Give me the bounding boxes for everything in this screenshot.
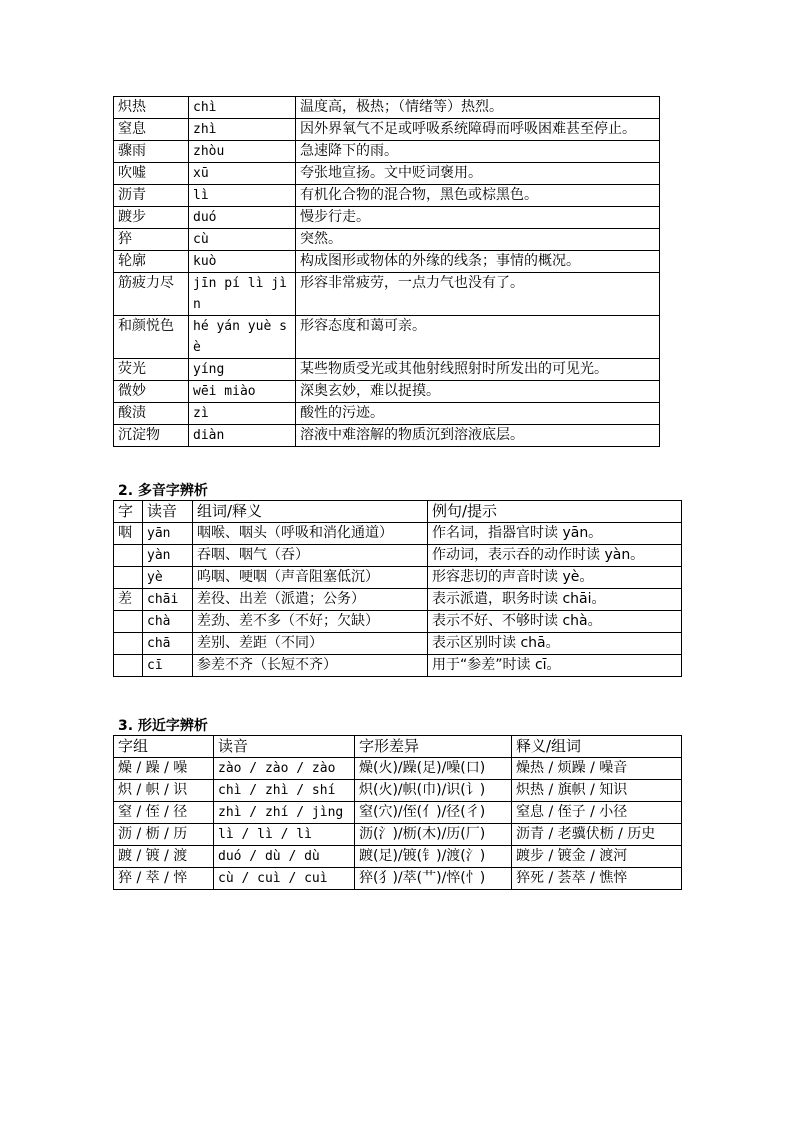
vocab-row-word-cell: 沥青 — [114, 185, 189, 207]
similar-row-words-cell: 猝死 / 荟萃 / 憔悴 — [512, 868, 682, 890]
polyphone-row-char-cell — [114, 545, 143, 567]
vocab-row — [114, 359, 660, 381]
similar-row-words-cell: 炽热 / 旗帜 / 知识 — [512, 780, 682, 802]
polyphone-row-words-cell: 差别、差距（不同） — [193, 633, 428, 655]
polyphone-row-reading-cell: chā — [143, 633, 193, 655]
polyphone-row — [114, 523, 682, 545]
vocab-row-pinyin-cell: kuò — [189, 251, 296, 273]
polyphone-row-reading-cell: yàn — [143, 545, 193, 567]
similar-row-words-cell: 燥热 / 烦躁 / 噪音 — [512, 758, 682, 780]
polyphone-row-char-cell — [114, 567, 143, 589]
vocab-row-meaning-cell: 急速降下的雨。 — [296, 141, 660, 163]
similar-row — [114, 846, 682, 868]
vocab-row-word-cell: 沉淀物 — [114, 425, 189, 447]
vocab-row-word-cell: 和颜悦色 — [114, 316, 189, 359]
similar-row-group-cell: 猝 / 萃 / 悴 — [114, 868, 214, 890]
polyphone-row-hint-cell: 作名词，指器官时读 yān。 — [428, 523, 682, 545]
vocab-table — [113, 96, 660, 447]
vocab-row — [114, 403, 660, 425]
similar-row — [114, 758, 682, 780]
polyphone-row — [114, 545, 682, 567]
polyphone-row-char-cell — [114, 611, 143, 633]
similar-row — [114, 824, 682, 846]
similar-row-words-cell: 踱步 / 镀金 / 渡河 — [512, 846, 682, 868]
polyphone-row-words-cell: 参差不齐（长短不齐） — [193, 655, 428, 677]
polyphone-row — [114, 655, 682, 677]
polyphone-table-body — [114, 523, 682, 677]
vocab-row-meaning-cell: 某些物质受光或其他射线照射时所发出的可见光。 — [296, 359, 660, 381]
similar-row-diff-cell: 踱(足)/镀(钅)/渡(氵) — [355, 846, 512, 868]
vocab-row — [114, 229, 660, 251]
vocab-row-pinyin-cell: chì — [189, 97, 296, 119]
vocab-row-word-cell: 吹嘘 — [114, 163, 189, 185]
vocab-row — [114, 251, 660, 273]
vocab-row — [114, 381, 660, 403]
header-cell: 读音 — [214, 736, 355, 758]
vocab-row — [114, 163, 660, 185]
vocab-row — [114, 425, 660, 447]
vocab-row-word-cell: 微妙 — [114, 381, 189, 403]
polyphone-row-char-cell: 咽 — [114, 523, 143, 545]
polyphone-row-reading-cell: yè — [143, 567, 193, 589]
polyphone-row-words-cell: 差劲、差不多（不好；欠缺） — [193, 611, 428, 633]
polyphone-row-char-cell — [114, 633, 143, 655]
polyphone-row-hint-cell: 用于“参差”时读 cī。 — [428, 655, 682, 677]
polyphone-row-words-cell: 呜咽、哽咽（声音阻塞低沉） — [193, 567, 428, 589]
similar-row-diff-cell: 窒(穴)/侄(亻)/径(彳) — [355, 802, 512, 824]
vocab-row-word-cell: 骤雨 — [114, 141, 189, 163]
vocab-row — [114, 185, 660, 207]
polyphone-row-words-cell: 差役、出差（派遣；公务） — [193, 589, 428, 611]
header-cell: 字 — [114, 501, 143, 523]
polyphone-row — [114, 611, 682, 633]
similar-row-diff-cell: 猝(犭)/萃(艹)/悴(忄) — [355, 868, 512, 890]
similar-row-reading-cell: duó / dù / dù — [214, 846, 355, 868]
vocab-row-pinyin-cell: zhòu — [189, 141, 296, 163]
header-cell: 释义/组词 — [512, 736, 682, 758]
polyphone-row-reading-cell: cī — [143, 655, 193, 677]
polyphone-row-hint-cell: 表示派遣，职务时读 chāi。 — [428, 589, 682, 611]
similar-chars-table — [113, 735, 682, 890]
section-heading-similar-chars: 3. 形近字辨析 — [118, 718, 208, 734]
header-cell: 组词/释义 — [193, 501, 428, 523]
vocab-row-pinyin-cell: hé yán yuè sè — [189, 316, 296, 359]
polyphone-header-row — [114, 501, 682, 523]
polyphone-row-hint-cell: 表示区别时读 chā。 — [428, 633, 682, 655]
header-cell: 字形差异 — [355, 736, 512, 758]
similar-row-reading-cell: chì / zhì / shí — [214, 780, 355, 802]
vocab-row-pinyin-cell: xū — [189, 163, 296, 185]
vocab-row-word-cell: 筋疲力尽 — [114, 273, 189, 316]
vocab-row-pinyin-cell: diàn — [189, 425, 296, 447]
vocab-row-word-cell: 炽热 — [114, 97, 189, 119]
similar-row-reading-cell: lì / lì / lì — [214, 824, 355, 846]
vocab-row-meaning-cell: 突然。 — [296, 229, 660, 251]
similar-row-group-cell: 踱 / 镀 / 渡 — [114, 846, 214, 868]
vocab-row — [114, 273, 660, 316]
polyphone-row-reading-cell: yān — [143, 523, 193, 545]
header-cell: 例句/提示 — [428, 501, 682, 523]
similar-row-group-cell: 炽 / 帜 / 识 — [114, 780, 214, 802]
similar-row-group-cell: 窒 / 侄 / 径 — [114, 802, 214, 824]
polyphone-row-reading-cell: chà — [143, 611, 193, 633]
vocab-row-word-cell: 荧光 — [114, 359, 189, 381]
vocab-row — [114, 141, 660, 163]
vocab-row-word-cell: 猝 — [114, 229, 189, 251]
polyphone-row-hint-cell: 形容悲切的声音时读 yè。 — [428, 567, 682, 589]
similar-row-diff-cell: 炽(火)/帜(巾)/识(讠) — [355, 780, 512, 802]
vocab-row-meaning-cell: 慢步行走。 — [296, 207, 660, 229]
header-cell: 读音 — [143, 501, 193, 523]
vocab-row-pinyin-cell: wēi miào — [189, 381, 296, 403]
vocab-row — [114, 207, 660, 229]
polyphone-row-reading-cell: chāi — [143, 589, 193, 611]
similar-chars-table-body — [114, 758, 682, 890]
vocab-row-meaning-cell: 深奥玄妙，难以捉摸。 — [296, 381, 660, 403]
vocab-row-pinyin-cell: zhì — [189, 119, 296, 141]
vocab-row-word-cell: 窒息 — [114, 119, 189, 141]
vocab-row-meaning-cell: 溶液中难溶解的物质沉到溶液底层。 — [296, 425, 660, 447]
vocab-table-body — [114, 97, 660, 447]
vocab-row — [114, 97, 660, 119]
vocab-row-pinyin-cell: jīn pí lì jìn — [189, 273, 296, 316]
polyphone-row — [114, 633, 682, 655]
header-cell: 字组 — [114, 736, 214, 758]
polyphone-row-hint-cell: 表示不好、不够时读 chà。 — [428, 611, 682, 633]
vocab-row-meaning-cell: 形容非常疲劳，一点力气也没有了。 — [296, 273, 660, 316]
similar-row — [114, 868, 682, 890]
similar-row-group-cell: 沥 / 枥 / 历 — [114, 824, 214, 846]
polyphone-row-char-cell: 差 — [114, 589, 143, 611]
vocab-row-meaning-cell: 温度高，极热；（情绪等）热烈。 — [296, 97, 660, 119]
vocab-row-meaning-cell: 构成图形或物体的外缘的线条；事情的概况。 — [296, 251, 660, 273]
vocab-row-meaning-cell: 夸张地宣扬。文中贬词褒用。 — [296, 163, 660, 185]
vocab-row-pinyin-cell: lì — [189, 185, 296, 207]
similar-row-reading-cell: zào / zào / zào — [214, 758, 355, 780]
polyphone-row-words-cell: 咽喉、咽头（呼吸和消化通道） — [193, 523, 428, 545]
vocab-row-meaning-cell: 因外界氧气不足或呼吸系统障碍而呼吸困难甚至停止。 — [296, 119, 660, 141]
vocab-row-word-cell: 酸渍 — [114, 403, 189, 425]
vocab-row — [114, 119, 660, 141]
vocab-row-pinyin-cell: zì — [189, 403, 296, 425]
polyphone-row-char-cell — [114, 655, 143, 677]
polyphone-row-hint-cell: 作动词，表示吞的动作时读 yàn。 — [428, 545, 682, 567]
vocab-row-meaning-cell: 有机化合物的混合物，黑色或棕黑色。 — [296, 185, 660, 207]
similar-row-reading-cell: zhì / zhí / jìng — [214, 802, 355, 824]
similar-row — [114, 802, 682, 824]
vocab-row-pinyin-cell: cù — [189, 229, 296, 251]
similar-row-group-cell: 燥 / 躁 / 噪 — [114, 758, 214, 780]
polyphone-row — [114, 589, 682, 611]
section-heading-polyphone: 2. 多音字辨析 — [118, 483, 208, 499]
polyphone-row — [114, 567, 682, 589]
similar-header-row — [114, 736, 682, 758]
polyphone-row-words-cell: 吞咽、咽气（吞） — [193, 545, 428, 567]
polyphone-table — [113, 500, 682, 677]
similar-row-reading-cell: cù / cuì / cuì — [214, 868, 355, 890]
similar-row-diff-cell: 燥(火)/躁(足)/噪(口) — [355, 758, 512, 780]
vocab-row-word-cell: 踱步 — [114, 207, 189, 229]
similar-row-words-cell: 沥青 / 老骥伏枥 / 历史 — [512, 824, 682, 846]
vocab-row-pinyin-cell: duó — [189, 207, 296, 229]
vocab-row-pinyin-cell: yíng — [189, 359, 296, 381]
similar-row — [114, 780, 682, 802]
vocab-row-word-cell: 轮廓 — [114, 251, 189, 273]
vocab-row-meaning-cell: 形容态度和蔼可亲。 — [296, 316, 660, 359]
similar-row-diff-cell: 沥(氵)/枥(木)/历(厂) — [355, 824, 512, 846]
similar-row-words-cell: 窒息 / 侄子 / 小径 — [512, 802, 682, 824]
vocab-row-meaning-cell: 酸性的污迹。 — [296, 403, 660, 425]
vocab-row — [114, 316, 660, 359]
